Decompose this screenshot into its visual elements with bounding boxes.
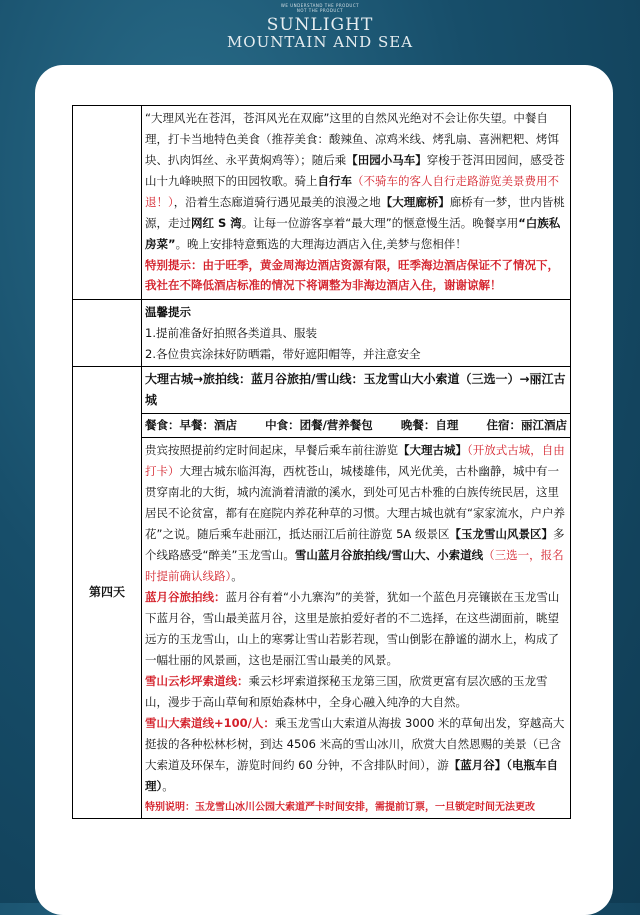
brand-title-line2: MOUNTAIN AND SEA — [226, 33, 414, 51]
day-cell-empty — [73, 300, 142, 367]
table-row — [73, 106, 571, 300]
text-segment: 。 — [162, 779, 174, 793]
day4-detail-cell — [142, 438, 571, 819]
text-highlight: 【蓝月谷】（电瓶车自理） — [145, 758, 558, 793]
hotel-stay: 住宿：丽江酒店 — [486, 418, 567, 432]
text-segment: 。 — [231, 569, 243, 583]
text-highlight: 【田园小马车】 — [346, 153, 427, 167]
option-text: 乘云杉坪索道探秘玉龙第三国，欣赏更富有层次感的玉龙雪山，漫步于高山草甸和原始森林中，全身心融入纯净的大自然。 — [145, 674, 548, 709]
text-highlight: 【玉龙雪山风景区】 — [449, 527, 553, 541]
table-row — [73, 367, 571, 414]
day-cell-empty — [73, 106, 142, 300]
red-note: （不骑车的客人自行走路游览美景费用不退！） — [145, 174, 559, 209]
brand-title-line1: SUNLIGHT — [266, 15, 374, 35]
meal-dinner: 晚餐：自理 — [400, 418, 459, 432]
tips-item: 2.各位贵宾涂抹好防晒霜，带好遮阳帽等，并注意安全 — [145, 347, 421, 361]
text-segment: 。晚上安排特意甄选的大理海边酒店入住,美梦与您相伴！ — [175, 237, 467, 251]
special-notice: 特别说明：玉龙雪山冰川公园大索道严卡时间安排，需提前订票，一旦锁定时间无法更改 — [145, 802, 535, 813]
activity-cell — [142, 106, 571, 300]
text-highlight: 雪山蓝月谷旅拍线/雪山大、小索道线 — [294, 548, 484, 562]
meal-breakfast: 餐食：早餐：酒店 — [145, 418, 237, 432]
text-highlight: 网红 S 湾 — [191, 216, 242, 230]
text-segment: ，沿着生态廊道骑行遇见最美的浪漫之地 — [173, 195, 381, 209]
special-notice: 特别提示：由于旺季，黄金周海边酒店资源有限，旺季海边酒店保证不了情况下，我社在不降低酒店标准的情况下将调整为非海边酒店入住，谢谢谅解！ — [145, 258, 559, 292]
text-highlight: 自行车 — [317, 174, 352, 188]
red-note: （开放式古城，自由打卡） — [145, 443, 565, 478]
option-text: 乘玉龙雪山大索道从海拔 3000 米的草甸出发，穿越高大挺拔的各种松林杉树，到达 4506 米高的雪山冰川，欣赏大自然恩赐的美景（已含大索道及环保车，游览时间约 60 分钟，不含排队时间），游 — [145, 716, 565, 772]
text-highlight: 【大理廊桥】 — [380, 195, 450, 209]
activity-paragraph — [145, 108, 567, 255]
red-note: （三选一，报名时提前确认线路） — [145, 548, 564, 583]
table-row — [73, 414, 571, 438]
route-option-spruce — [145, 671, 567, 713]
meal-lunch: 中食：团餐/营养餐包 — [265, 418, 373, 432]
tips-cell — [142, 300, 571, 367]
text-highlight: 【大理古城】 — [398, 443, 467, 457]
text-segment: “大理风光在苍洱，苍洱风光在双廊”这里的自然风光绝对不会让你失望。中餐自理，打卡当地特色美食（推荐美食：酸辣鱼、凉鸡米线、烤乳扇、喜洲粑粑、烤饵块、扒肉饵丝、永平黄焖鸡等）；随后乘 — [145, 111, 559, 167]
option-title: 雪山云杉坪索道线： — [145, 674, 249, 688]
meals-cell — [142, 414, 571, 438]
itinerary-table — [72, 105, 571, 819]
brand-tagline: WE UNDERSTAND THE PRODUCT NOT THE PRODUCT — [280, 3, 360, 13]
meals-line — [145, 415, 567, 436]
text-segment: 多个线路感受“醉美”玉龙雪山。 — [145, 527, 565, 562]
option-text: 蓝月谷有着“小九寨沟”的美誉，犹如一个蓝色月亮镶嵌在玉龙雪山下蓝月谷，雪山最美蓝月谷，这里是旅拍爱好者的不二选择，在这些湖面前，眺望远方的玉龙雪山，山上的寒雾让雪山若影若现，雪山倒影在静谧的湖水上，构成了一幅壮丽的风景画，这也是丽江雪山最美的风景。 — [145, 590, 560, 667]
text-segment: 贵宾按照提前约定时间起床，早餐后乘车前往游览 — [145, 443, 398, 457]
day4-intro — [145, 440, 567, 587]
brand-header — [0, 0, 640, 60]
route-cell: 大理古城→旅拍线：蓝月谷旅拍/雪山线：玉龙雪山大小索道（三选一）→丽江古城 — [142, 367, 571, 414]
day-label: 第四天 — [73, 367, 142, 819]
table-row — [73, 300, 571, 367]
option-title: 雪山大索道线+100/人： — [145, 716, 275, 730]
route-option-big-cableway — [145, 713, 567, 797]
text-segment: 。让每一位游客享着“最大理”的惬意慢生活。晚餐享用 — [241, 216, 519, 230]
option-title: 蓝月谷旅拍线： — [145, 590, 226, 604]
text-segment: 廊桥有一梦，世内皆桃源，走过 — [145, 195, 565, 230]
tips-title: 温馨提示 — [145, 305, 191, 319]
text-segment: 穿梭于苍洱田园间，感受苍山十九峰映照下的田园牧歌。骑上 — [145, 153, 565, 188]
text-segment: 大理古城东临洱海，西枕苍山，城楼雄伟，风光优美，古朴幽静，城中有一贯穿南北的大街，城内流淌着清澈的溪水，到处可见古朴雅的白族传统民居，这里居民不论贫富，都有在庭院内养花种草的习惯。大理古城也就有“家家流水，户户养花”之说。随后乘车赴丽江，抵达丽江后前往游览 5A 级景区 — [145, 464, 565, 541]
table-row — [73, 438, 571, 819]
text-highlight: “白族私房菜” — [145, 216, 561, 251]
route-option-bluemoon — [145, 587, 567, 671]
tips-item: 1.提前准备好拍照各类道具、服装 — [145, 326, 317, 340]
